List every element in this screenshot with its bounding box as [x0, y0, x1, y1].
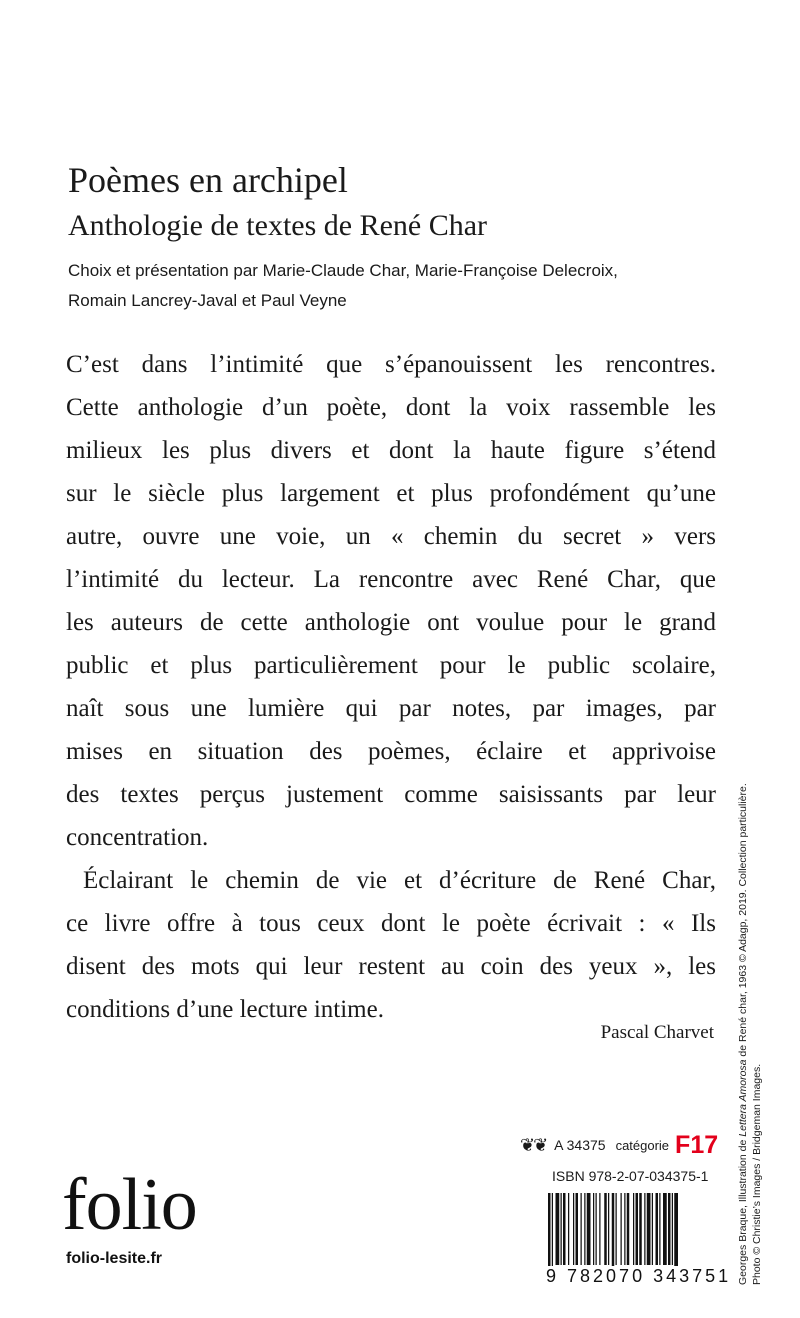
barcode-bar — [652, 1193, 653, 1265]
barcode-bar — [624, 1193, 625, 1265]
editors-credit — [68, 256, 748, 316]
barcode-bar — [612, 1193, 615, 1273]
publisher-logo: folio — [62, 1164, 197, 1246]
barcode-bar — [561, 1193, 562, 1265]
blurb-line: C’est dans l’intimité que s’épanouissent les rencontres. — [66, 351, 716, 378]
catalog-line — [520, 1131, 718, 1159]
barcode-bar — [576, 1193, 579, 1265]
barcode-bar — [608, 1193, 609, 1265]
cover-illustration-credit — [736, 665, 764, 1285]
editors-credit-line: Romain Lancrey-Javal et Paul Veyne — [68, 291, 347, 310]
barcode — [546, 1193, 716, 1273]
blurb-line: milieux les plus divers et dont la haute figure s’étend — [66, 437, 716, 464]
barcode-bar — [663, 1193, 667, 1265]
barcode-bar — [668, 1193, 671, 1265]
barcode-bar — [599, 1193, 600, 1265]
barcode-bar — [581, 1193, 582, 1265]
blurb-line: Cette anthologie d’un poète, dont la voix rassemble les — [66, 394, 716, 421]
catalog-code: A 34375 — [554, 1137, 606, 1153]
barcode-bar — [604, 1193, 607, 1265]
isbn: ISBN 978-2-07-034375-1 — [552, 1168, 709, 1184]
blurb-line: les auteurs de cette anthologie ont voulue pour le grand — [66, 609, 716, 636]
blurb-line: mises en situation des poèmes, éclaire et apprivoise — [66, 738, 716, 765]
barcode-bar — [644, 1193, 645, 1265]
blurb-line: disent des mots qui leur restent au coin des yeux », les — [66, 953, 716, 980]
barcode-bar — [672, 1193, 673, 1265]
barcode-bar — [593, 1193, 594, 1265]
blurb-line: ce livre offre à tous ceux dont le poète écrivait : « Ils — [66, 910, 716, 937]
barcode-bar — [548, 1193, 551, 1273]
blurb-line: concentration. — [66, 824, 209, 851]
folio-pictogram-icon: ❦❦ — [520, 1134, 547, 1155]
barcode-bar — [563, 1193, 566, 1265]
barcode-bar — [587, 1193, 591, 1265]
barcode-bar — [656, 1193, 659, 1265]
blurb-line: conditions d’une lecture intime. — [66, 996, 384, 1023]
barcode-bar — [552, 1193, 553, 1273]
book-subtitle: Anthologie de textes de René Char — [68, 209, 488, 242]
cover-credit-line: Photo © Christie’s Images / Bridgeman Images. — [751, 1063, 763, 1285]
blurb-signature: Pascal Charvet — [600, 1022, 714, 1043]
blurb-line: des textes perçus justement comme saisissants par leur — [66, 781, 716, 808]
barcode-bar — [647, 1193, 651, 1265]
price-category: F17 — [675, 1130, 719, 1159]
blurb-line: sur le siècle plus largement et plus profondément qu’une — [66, 480, 716, 507]
blurb-line: l’intimité du lecteur. La rencontre avec René Char, que — [66, 566, 716, 593]
barcode-bar — [573, 1193, 574, 1265]
barcode-bar — [556, 1193, 560, 1265]
cover-credit-line: Georges Braque, Illustration de Lettera Amorosa de René char, 1963 © Adagp, 2019. Collection particulière. — [737, 783, 749, 1285]
barcode-bars — [546, 1193, 716, 1273]
barcode-bar — [621, 1193, 622, 1265]
barcode-bar — [674, 1193, 678, 1273]
blurb-line: naît sous une lumière qui par notes, par images, par — [66, 695, 716, 722]
barcode-number: 9 782070 343751 — [546, 1266, 732, 1286]
barcode-bar — [639, 1193, 642, 1265]
blurb-text — [66, 343, 716, 1031]
barcode-bar — [568, 1193, 569, 1265]
barcode-bar — [633, 1193, 634, 1265]
barcode-bar — [627, 1193, 630, 1265]
barcode-bar — [616, 1193, 617, 1265]
barcode-bar — [636, 1193, 639, 1265]
blurb-line: Éclairant le chemin de vie et d’écriture de René Char, — [66, 867, 716, 894]
barcode-bar — [596, 1193, 597, 1265]
blurb-line: autre, ouvre une voie, un « chemin du secret » vers — [66, 523, 716, 550]
barcode-bar — [584, 1193, 585, 1265]
editors-credit-line: Choix et présentation par Marie-Claude Char, Marie-Françoise Delecroix, — [68, 261, 618, 280]
category-label: catégorie — [615, 1137, 670, 1153]
publisher-website[interactable]: folio-lesite.fr — [66, 1250, 163, 1267]
blurb-line: public et plus particulièrement pour le public scolaire, — [66, 652, 716, 679]
book-title: Poèmes en archipel — [68, 160, 348, 200]
barcode-bar — [659, 1193, 660, 1265]
